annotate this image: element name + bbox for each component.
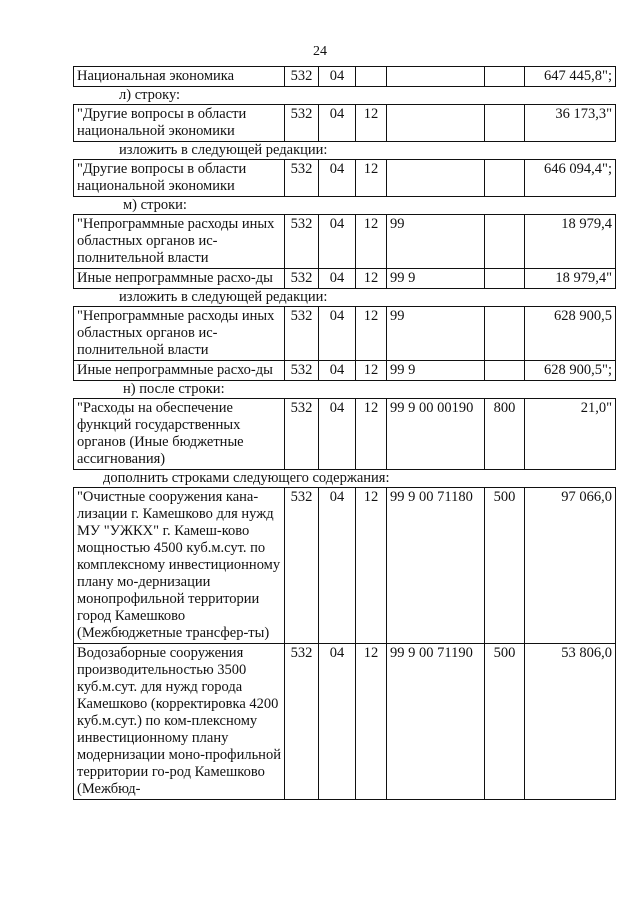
- code-target: [387, 105, 485, 142]
- row-amount: 628 900,5";: [525, 361, 616, 381]
- row-name: "Другие вопросы в области национальной экономики: [74, 160, 285, 197]
- code-expense-type: [485, 361, 525, 381]
- code-subsection: 12: [356, 160, 387, 197]
- code-ministry: 532: [285, 160, 319, 197]
- code-section: 04: [319, 307, 356, 361]
- code-section: 04: [319, 105, 356, 142]
- budget-table-segment: [73, 66, 616, 87]
- row-amount: 53 806,0: [525, 644, 616, 800]
- row-name: "Расходы на обеспечение функций государственных органов (Иные бюджетные ассигнования): [74, 399, 285, 470]
- code-expense-type: [485, 269, 525, 289]
- code-subsection: 12: [356, 215, 387, 269]
- budget-document: [73, 66, 615, 800]
- instruction-text: дополнить строками следующего содержания:: [103, 470, 390, 486]
- code-target: 99: [387, 215, 485, 269]
- code-target: 99 9 00 71180: [387, 488, 485, 644]
- table-row: [74, 361, 616, 381]
- code-expense-type: [485, 307, 525, 361]
- table-row: [74, 307, 616, 361]
- code-subsection: 12: [356, 269, 387, 289]
- code-expense-type: 500: [485, 488, 525, 644]
- budget-table-segment: [73, 159, 616, 197]
- row-amount: 97 066,0: [525, 488, 616, 644]
- instruction-text: н) после строки:: [123, 381, 225, 397]
- table-row: [74, 67, 616, 87]
- code-expense-type: [485, 67, 525, 87]
- code-ministry: 532: [285, 307, 319, 361]
- row-amount: 21,0": [525, 399, 616, 470]
- code-target: 99 9 00 00190: [387, 399, 485, 470]
- table-row: [74, 269, 616, 289]
- code-subsection: 12: [356, 644, 387, 800]
- table-row: [74, 399, 616, 470]
- budget-table-segment: [73, 104, 616, 142]
- code-target: [387, 67, 485, 87]
- row-name: Иные непрограммные расхо-ды: [74, 361, 285, 381]
- row-name: Водозаборные сооружения производительностью 3500 куб.м.сут. для нужд города Камешково (корректировка 4200 куб.м.сут.) по ком-плексному инвестиционному плану модернизации моно-профильной территории го-род Камешково (Межбюд-: [74, 644, 285, 800]
- code-expense-type: [485, 105, 525, 142]
- code-section: 04: [319, 488, 356, 644]
- instruction-text: л) строку:: [119, 87, 181, 103]
- row-name: "Непрограммные расходы иных областных органов ис-полнительной власти: [74, 307, 285, 361]
- budget-table-segment: [73, 306, 616, 381]
- code-section: 04: [319, 215, 356, 269]
- code-section: 04: [319, 160, 356, 197]
- code-ministry: 532: [285, 488, 319, 644]
- page-number: 24: [313, 44, 327, 59]
- row-amount: 647 445,8";: [525, 67, 616, 87]
- instruction-text: изложить в следующей редакции:: [119, 142, 328, 158]
- code-expense-type: 500: [485, 644, 525, 800]
- code-ministry: 532: [285, 399, 319, 470]
- code-ministry: 532: [285, 361, 319, 381]
- table-row: [74, 644, 616, 800]
- code-expense-type: [485, 160, 525, 197]
- code-section: 04: [319, 399, 356, 470]
- code-target: 99: [387, 307, 485, 361]
- code-target: 99 9: [387, 269, 485, 289]
- code-subsection: 12: [356, 399, 387, 470]
- row-name: "Другие вопросы в области национальной экономики: [74, 105, 285, 142]
- code-target: [387, 160, 485, 197]
- code-expense-type: [485, 215, 525, 269]
- budget-table-segment: [73, 398, 616, 470]
- instruction-text: изложить в следующей редакции:: [119, 289, 328, 305]
- row-name: Иные непрограммные расхо-ды: [74, 269, 285, 289]
- code-section: 04: [319, 67, 356, 87]
- code-subsection: 12: [356, 105, 387, 142]
- code-section: 04: [319, 644, 356, 800]
- instruction-text: м) строки:: [123, 197, 187, 213]
- budget-table-segment: [73, 214, 616, 289]
- table-row: [74, 105, 616, 142]
- budget-table-segment: [73, 487, 616, 800]
- row-name: "Непрограммные расходы иных областных органов ис-полнительной власти: [74, 215, 285, 269]
- row-name: Национальная экономика: [74, 67, 285, 87]
- code-ministry: 532: [285, 105, 319, 142]
- code-ministry: 532: [285, 644, 319, 800]
- code-expense-type: 800: [485, 399, 525, 470]
- table-row: [74, 215, 616, 269]
- row-amount: 628 900,5: [525, 307, 616, 361]
- row-amount: 18 979,4: [525, 215, 616, 269]
- code-section: 04: [319, 361, 356, 381]
- code-ministry: 532: [285, 215, 319, 269]
- row-amount: 646 094,4";: [525, 160, 616, 197]
- code-target: 99 9 00 71190: [387, 644, 485, 800]
- code-subsection: 12: [356, 307, 387, 361]
- row-amount: 18 979,4": [525, 269, 616, 289]
- code-ministry: 532: [285, 67, 319, 87]
- code-subsection: 12: [356, 488, 387, 644]
- code-subsection: 12: [356, 361, 387, 381]
- code-target: 99 9: [387, 361, 485, 381]
- code-subsection: [356, 67, 387, 87]
- code-section: 04: [319, 269, 356, 289]
- table-row: [74, 488, 616, 644]
- row-amount: 36 173,3": [525, 105, 616, 142]
- table-row: [74, 160, 616, 197]
- code-ministry: 532: [285, 269, 319, 289]
- row-name: "Очистные сооружения кана-лизации г. Камешково для нужд МУ "УЖКХ" г. Камеш-ково мощностью 4500 куб.м.сут. по комплексному инвестиционному плану мо-дернизации монопрофильной территории город Камешково (Межбюджетные трансфер-ты): [74, 488, 285, 644]
